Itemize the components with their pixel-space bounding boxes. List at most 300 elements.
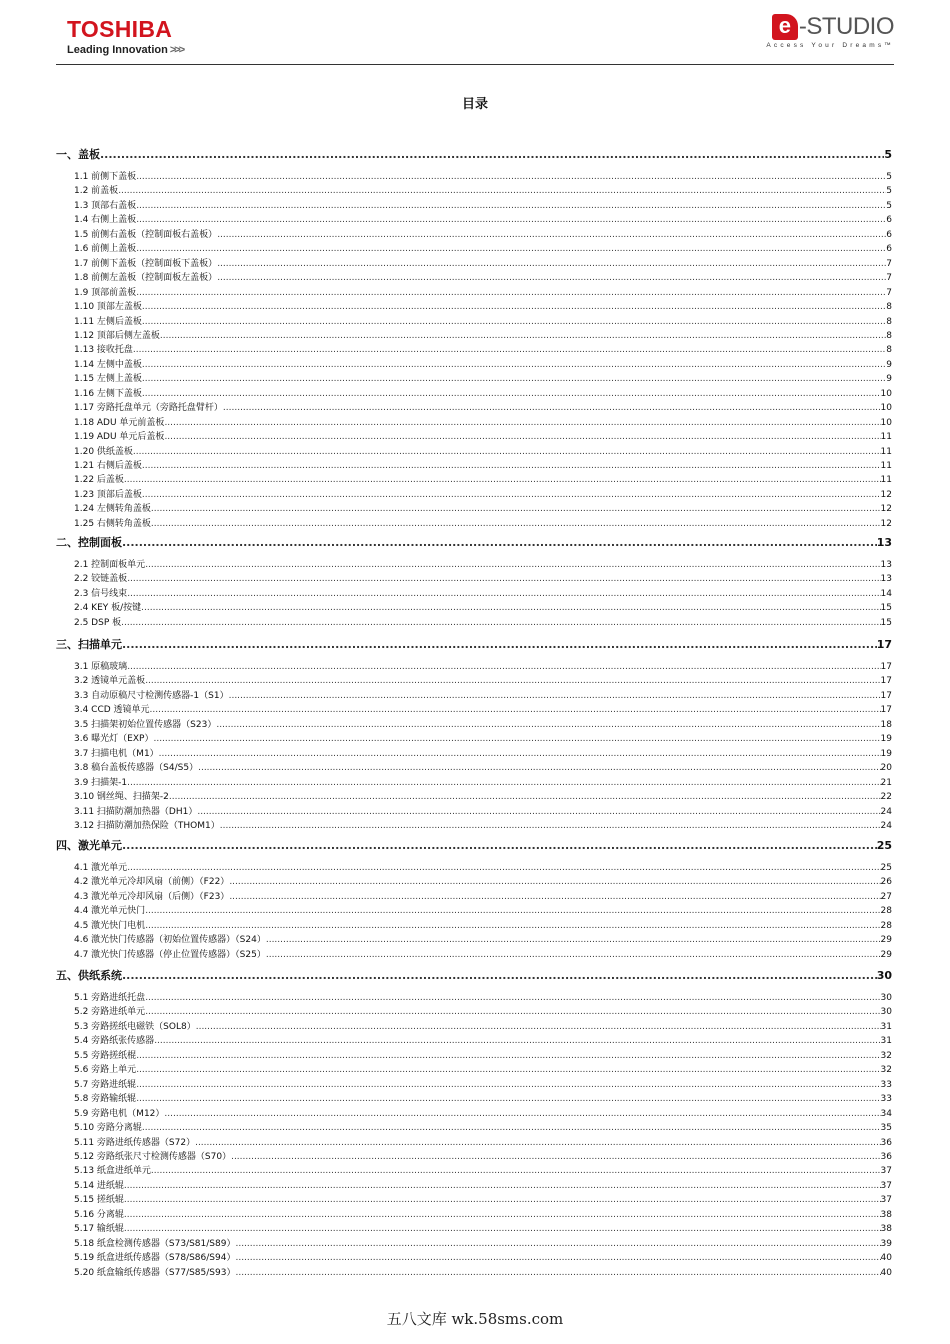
toc-item[interactable] — [56, 1048, 892, 1060]
toc-item-label: 4.7 激光快门传感器（停止位置传感器）（S25） — [74, 947, 266, 960]
toc-leader — [136, 1065, 880, 1075]
toc-leader — [136, 201, 886, 211]
toc-leader — [127, 863, 880, 873]
toc-leader — [197, 807, 880, 817]
toc-leader — [231, 1152, 880, 1162]
toc-item-label: 3.2 透镜单元盖板 — [74, 673, 145, 686]
toc-item-page: 32 — [880, 1065, 892, 1076]
toc-section-page: 13 — [876, 536, 892, 549]
toc-item-label: 4.1 激光单元 — [74, 860, 127, 873]
toc-item[interactable] — [56, 1120, 892, 1132]
toc-leader — [195, 1138, 880, 1148]
toc-item-page: 28 — [880, 906, 892, 917]
toc-item-label: 1.12 顶部后侧左盖板 — [74, 328, 160, 341]
toc-item-label: 1.24 左侧转角盖板 — [74, 501, 151, 514]
toc-item[interactable] — [56, 314, 892, 326]
toc-leader — [160, 331, 886, 341]
toc-item-label: 5.2 旁路进纸单元 — [74, 1004, 145, 1017]
toc-item-label: 5.5 旁路搓纸棍 — [74, 1048, 136, 1061]
toc-item-page: 26 — [880, 877, 892, 888]
toc-item-page: 33 — [880, 1079, 892, 1090]
toc-item-label: 3.11 扫描防潮加热器（DH1） — [74, 804, 197, 817]
toc-leader — [133, 447, 881, 457]
page-header — [56, 0, 894, 65]
toc-item[interactable] — [56, 760, 892, 772]
toc-item[interactable] — [56, 1062, 892, 1074]
toc-leader — [136, 1051, 880, 1061]
toc-item[interactable] — [56, 371, 892, 383]
toc-item[interactable] — [56, 860, 892, 872]
toc-item-label: 5.4 旁路纸张传感器 — [74, 1033, 154, 1046]
toc-item-page: 30 — [880, 1007, 892, 1018]
toc-item[interactable] — [56, 501, 892, 513]
toc-leader — [136, 244, 886, 254]
toc-item[interactable] — [56, 818, 892, 830]
toc-item-page: 8 — [886, 330, 892, 341]
toc-item-page: 9 — [886, 374, 892, 385]
toc-leader — [142, 360, 886, 370]
toc-item-label: 1.14 左侧中盖板 — [74, 357, 142, 370]
toc-item-label: 1.20 供纸盖板 — [74, 444, 133, 457]
toc-item-page: 25 — [880, 863, 892, 873]
brand-tagline — [67, 44, 183, 56]
toc-item-page: 17 — [880, 705, 892, 716]
toc-section-label: 三、扫描单元 — [56, 638, 122, 651]
toc-leader — [216, 720, 880, 730]
toc-leader — [136, 172, 886, 182]
toc-leader — [217, 259, 886, 269]
toc-item-page: 14 — [880, 588, 892, 599]
toc-leader — [122, 638, 877, 651]
toc-item[interactable] — [56, 1221, 892, 1233]
toc-item-page: 38 — [880, 1224, 892, 1235]
estudio-e-mark: e — [772, 14, 798, 40]
toc-item-page: 39 — [880, 1238, 892, 1249]
toc-item-label: 1.15 左侧上盖板 — [74, 371, 142, 384]
toc-item-label: 1.18 ADU 单元前盖板 — [74, 415, 164, 428]
toc-item[interactable] — [56, 357, 892, 369]
toc-leader — [220, 821, 881, 831]
toc-leader — [136, 1080, 880, 1090]
toc-leader — [266, 950, 881, 960]
toc-item[interactable] — [56, 688, 892, 700]
toc-item[interactable] — [56, 472, 892, 484]
toc-leader — [145, 921, 880, 931]
toc-item[interactable] — [56, 1135, 892, 1147]
toc-leader — [217, 230, 886, 240]
toc-item[interactable] — [56, 746, 892, 758]
toc-leader — [100, 148, 884, 161]
toc-leader — [127, 662, 880, 672]
toc-item-page: 35 — [880, 1123, 892, 1134]
toc-section-label: 一、盖板 — [56, 148, 100, 161]
toc-leader — [142, 374, 886, 384]
toc-leader — [145, 676, 880, 686]
toc-item[interactable] — [56, 874, 892, 886]
toc-item-page: 28 — [880, 920, 892, 931]
toc-section-label: 五、供纸系统 — [56, 969, 122, 982]
toc-item-label: 1.21 右侧后盖板 — [74, 458, 142, 471]
toc-item[interactable] — [56, 731, 892, 743]
toc-item[interactable] — [56, 516, 892, 528]
toc-leader — [159, 749, 881, 759]
toc-item-page: 24 — [880, 806, 892, 817]
toc-item-label: 1.10 顶部左盖板 — [74, 299, 142, 312]
toc-item[interactable] — [56, 241, 892, 253]
toc-item-label: 5.6 旁路上单元 — [74, 1062, 136, 1075]
toc-leader — [196, 1022, 881, 1032]
toc-item[interactable] — [56, 789, 892, 801]
toc-item[interactable] — [56, 1077, 892, 1089]
toc-item[interactable] — [56, 1004, 892, 1016]
toc-item-page: 7 — [886, 273, 892, 284]
toc-item-page: 10 — [880, 417, 892, 428]
toc-item-page: 31 — [880, 1021, 892, 1032]
toc-item-page: 17 — [880, 676, 892, 687]
toc-section-label: 四、激光单元 — [56, 839, 122, 852]
toc-item-label: 5.10 旁路分离辊 — [74, 1120, 142, 1133]
watermark-text: 五八文库 wk.58sms.com — [386, 1310, 564, 1328]
toc-item-label: 5.13 纸盒进纸单元 — [74, 1163, 151, 1176]
toc-item-page: 21 — [880, 777, 892, 788]
toc-item-page: 6 — [886, 215, 892, 226]
toc-item-page: 29 — [880, 949, 892, 960]
toc-leader — [235, 1268, 880, 1278]
toc-item-label: 3.4 CCD 透镜单元 — [74, 702, 150, 715]
toc-item[interactable] — [56, 183, 892, 195]
toc-section[interactable] — [56, 534, 892, 548]
toc-item-page: 10 — [880, 388, 892, 399]
toc-item-label: 1.17 旁路托盘单元（旁路托盘臂杆） — [74, 400, 223, 413]
toc-item[interactable] — [56, 342, 892, 354]
toc-section[interactable] — [56, 636, 892, 650]
estudio-logo — [766, 14, 894, 49]
toc-leader — [142, 302, 886, 312]
toc-item-label: 5.18 纸盒检测传感器（S73/S81/S89） — [74, 1236, 235, 1249]
toc-leader — [136, 215, 886, 225]
toc-leader — [136, 288, 886, 298]
toc-item-label: 1.11 左侧后盖板 — [74, 314, 142, 327]
toc-leader — [145, 560, 880, 570]
toc-item-label: 3.12 扫描防潮加热保险（THOM1） — [74, 818, 220, 831]
toc-item[interactable] — [56, 659, 892, 671]
toc-item-label: 5.19 纸盒进纸传感器（S78/S86/S94） — [74, 1250, 235, 1263]
toc-item[interactable] — [56, 487, 892, 499]
toc-leader — [223, 403, 881, 413]
toc-section[interactable] — [56, 146, 892, 160]
toc-item-label: 5.3 旁路搓纸电磁铁（SOL8） — [74, 1019, 196, 1032]
toc-leader — [124, 1181, 881, 1191]
toc-item-label: 1.3 顶部右盖板 — [74, 198, 136, 211]
toc-leader — [154, 1036, 880, 1046]
toc-item-page: 11 — [880, 475, 892, 486]
toc-item-label: 2.1 控制面板单元 — [74, 557, 145, 570]
toc-item[interactable] — [56, 299, 892, 311]
toc-item-page: 22 — [880, 792, 892, 803]
toc-item-label: 5.14 进纸辊 — [74, 1178, 124, 1191]
toc-leader — [150, 705, 881, 715]
toc-item[interactable] — [56, 990, 892, 1002]
toc-item[interactable] — [56, 1236, 892, 1248]
toc-item-page: 30 — [880, 993, 892, 1003]
toc-item-page: 7 — [886, 287, 892, 298]
toc-item[interactable] — [56, 673, 892, 685]
toc-item[interactable] — [56, 1106, 892, 1118]
toc-leader — [121, 618, 880, 628]
toc-item-label: 3.10 钢丝绳、扫描架-2 — [74, 789, 169, 802]
toc-item[interactable] — [56, 702, 892, 714]
toc-item-label: 5.8 旁路输纸辊 — [74, 1091, 136, 1104]
toc-item-page: 36 — [880, 1151, 892, 1162]
toc-item-label: 5.12 旁路纸张尺寸检测传感器（S70） — [74, 1149, 231, 1162]
toc-item-label: 5.1 旁路进纸托盘 — [74, 990, 145, 1003]
toc-item[interactable] — [56, 717, 892, 729]
toc-item-page: 20 — [880, 763, 892, 774]
toc-item-label: 1.19 ADU 单元后盖板 — [74, 429, 164, 442]
toc-item-page: 31 — [880, 1036, 892, 1047]
toc-item[interactable] — [56, 415, 892, 427]
toc-item-label: 5.9 旁路电机（M12） — [74, 1106, 164, 1119]
toc-leader — [235, 1253, 880, 1263]
toc-item-label: 1.2 前盖板 — [74, 183, 118, 196]
toc-item[interactable] — [56, 918, 892, 930]
toc-leader — [124, 1210, 881, 1220]
toc-leader — [153, 734, 880, 744]
toc-item-page: 27 — [880, 891, 892, 902]
toc-item-page: 13 — [880, 560, 892, 570]
toc-item-label: 3.9 扫描架-1 — [74, 775, 127, 788]
toc-item-page: 11 — [880, 446, 892, 457]
toc-item[interactable] — [56, 586, 892, 598]
toc-item-label: 5.16 分离辊 — [74, 1207, 124, 1220]
toc-leader — [229, 892, 880, 902]
estudio-wordmark: -STUDIO — [798, 13, 894, 40]
toc-item-label: 5.17 输纸辊 — [74, 1221, 124, 1234]
toc-leader — [124, 1195, 881, 1205]
toc-leader — [145, 906, 880, 916]
toc-item[interactable] — [56, 1192, 892, 1204]
toc-section-page: 5 — [884, 148, 892, 161]
toc-leader — [133, 345, 886, 355]
toc-item[interactable] — [56, 1163, 892, 1175]
toc-item[interactable] — [56, 458, 892, 470]
toc-leader — [142, 1123, 881, 1133]
toc-leader — [145, 1007, 880, 1017]
toc-item[interactable] — [56, 212, 892, 224]
toc-item-label: 1.6 前侧上盖板 — [74, 241, 136, 254]
toc-item[interactable] — [56, 804, 892, 816]
toc-item-label: 2.5 DSP 板 — [74, 615, 121, 628]
toc-section[interactable] — [56, 967, 892, 981]
toc-item-page: 10 — [880, 403, 892, 414]
page-footer — [0, 1308, 950, 1329]
toc-leader — [164, 1109, 880, 1119]
toc-leader — [198, 763, 880, 773]
toc-item[interactable] — [56, 1019, 892, 1031]
toc-item-page: 40 — [880, 1253, 892, 1264]
toc-item-page: 12 — [880, 504, 892, 515]
toc-item-page: 7 — [886, 258, 892, 269]
toc-item-label: 5.7 旁路进纸辊 — [74, 1077, 136, 1090]
toc-item-page: 29 — [880, 935, 892, 946]
toc-item-page: 37 — [880, 1166, 892, 1177]
toc-leader — [142, 490, 881, 500]
toc-item-page: 24 — [880, 820, 892, 831]
toc-section-label: 二、控制面板 — [56, 536, 122, 549]
toc-item[interactable] — [56, 1149, 892, 1161]
chevrons-icon: >>> — [169, 44, 184, 56]
toc-item[interactable] — [56, 169, 892, 181]
toc-item-page: 37 — [880, 1180, 892, 1191]
toc-item[interactable] — [56, 1250, 892, 1262]
toc-item-label: 1.1 前侧下盖板 — [74, 169, 136, 182]
toc-leader — [217, 273, 886, 283]
toc-item[interactable] — [56, 270, 892, 282]
toc-leader — [169, 792, 881, 802]
toc-item-label: 5.20 纸盒输纸传感器（S77/S85/S93） — [74, 1265, 235, 1278]
toc-item-label: 3.5 扫描架初始位置传感器（S23） — [74, 717, 216, 730]
toc-item-page: 11 — [880, 461, 892, 471]
toc-item-page: 33 — [880, 1094, 892, 1105]
toc-leader — [118, 186, 886, 196]
toc-leader — [124, 1224, 881, 1234]
toc-item-label: 3.8 稿台盖板传感器（S4/S5） — [74, 760, 198, 773]
toc-item-label: 1.7 前侧下盖板（控制面板下盖板） — [74, 256, 217, 269]
toc-item-page: 8 — [886, 302, 892, 313]
toc-item-page: 34 — [880, 1108, 892, 1119]
toc-item-page: 37 — [880, 1195, 892, 1206]
toc-leader — [141, 603, 880, 613]
toc-item[interactable] — [56, 571, 892, 583]
toc-leader — [127, 778, 880, 788]
toc-item-page: 15 — [880, 603, 892, 614]
toc-item-label: 1.16 左侧下盖板 — [74, 386, 142, 399]
toc-item-label: 2.4 KEY 板/按键 — [74, 600, 141, 613]
toc-leader — [136, 1094, 880, 1104]
toc-item[interactable] — [56, 932, 892, 944]
toc-item-page: 18 — [880, 719, 892, 730]
toc-item-label: 1.9 顶部前盖板 — [74, 285, 136, 298]
toc-item[interactable] — [56, 889, 892, 901]
toc-leader — [142, 317, 886, 327]
toc-item-page: 19 — [880, 734, 892, 745]
toc-leader — [145, 993, 880, 1003]
toc-leader — [122, 969, 877, 982]
toc-item-page: 8 — [886, 345, 892, 356]
toc-leader — [266, 935, 881, 945]
toc-leader — [229, 691, 881, 701]
toc-item-page: 17 — [880, 690, 892, 701]
toc-leader — [124, 475, 881, 485]
toc-leader — [122, 536, 877, 549]
toc-item-page: 12 — [880, 518, 892, 529]
toc-item[interactable] — [56, 285, 892, 297]
toc-leader — [142, 461, 881, 471]
toc-leader — [127, 589, 880, 599]
toc-item[interactable] — [56, 444, 892, 456]
toc-item-label: 4.5 激光快门电机 — [74, 918, 145, 931]
toc-item-page: 11 — [880, 432, 892, 443]
toc-item-page: 36 — [880, 1137, 892, 1148]
toc-item-label: 4.2 激光单元冷却风扇（前侧）（F22） — [74, 874, 229, 887]
toc-item[interactable] — [56, 198, 892, 210]
toc-item[interactable] — [56, 557, 892, 569]
toc-item[interactable] — [56, 775, 892, 787]
toc-leader — [151, 1166, 881, 1176]
toc-item-label: 4.4 激光单元快门 — [74, 903, 145, 916]
toc-item-label: 3.1 原稿玻璃 — [74, 659, 127, 672]
toc-item-label: 1.25 右侧转角盖板 — [74, 516, 151, 529]
toc-item[interactable] — [56, 600, 892, 612]
toc-leader — [122, 839, 877, 852]
toc-leader — [229, 877, 880, 887]
toc-item[interactable] — [56, 227, 892, 239]
toc-item-page: 13 — [880, 574, 892, 585]
toc-item[interactable] — [56, 615, 892, 627]
toc-item-label: 2.3 信号线束 — [74, 586, 127, 599]
toc-section-page: 25 — [876, 839, 892, 852]
toc-item[interactable] — [56, 1265, 892, 1277]
toc-item[interactable] — [56, 1207, 892, 1219]
toc-item-label: 3.7 扫描电机（M1） — [74, 746, 159, 759]
toc-leader — [164, 418, 880, 428]
toc-item-page: 5 — [886, 172, 892, 182]
toc-leader — [151, 519, 881, 529]
toc-item-label: 5.15 搓纸辊 — [74, 1192, 124, 1205]
toc-item[interactable] — [56, 1091, 892, 1103]
toc-item[interactable] — [56, 386, 892, 398]
toc-item-page: 17 — [880, 662, 892, 672]
toshiba-logo — [67, 18, 183, 56]
page-title: 目录 — [461, 97, 488, 112]
toc-section-page: 30 — [876, 969, 892, 982]
toc-item[interactable] — [56, 903, 892, 915]
toc-item-page: 5 — [886, 200, 892, 211]
toc-item[interactable] — [56, 1033, 892, 1045]
toc-item-page: 12 — [880, 489, 892, 500]
toc-leader — [142, 389, 881, 399]
toc-section[interactable] — [56, 837, 892, 851]
toc-item-page: 32 — [880, 1050, 892, 1061]
toc-item-page: 6 — [886, 244, 892, 255]
toc-item-label: 4.3 激光单元冷却风扇（后侧）（F23） — [74, 889, 229, 902]
toc-item[interactable] — [56, 328, 892, 340]
estudio-slogan: Access Your Dreams™ — [766, 42, 894, 49]
toc-item-label: 1.13 接收托盘 — [74, 342, 133, 355]
toc-item-label: 1.8 前侧左盖板（控制面板左盖板） — [74, 270, 217, 283]
toc-section-page: 17 — [876, 638, 892, 651]
toc-leader — [151, 504, 881, 514]
toc-item-label: 2.2 铰链盖板 — [74, 571, 127, 584]
brand-name: TOSHIBA — [67, 16, 173, 42]
toc-item-page: 6 — [886, 229, 892, 240]
toc-item[interactable] — [56, 256, 892, 268]
toc-item-label: 3.6 曝光灯（EXP） — [74, 731, 153, 744]
toc-item-page: 9 — [886, 359, 892, 370]
toc-item-label: 5.11 旁路进纸传感器（S72） — [74, 1135, 195, 1148]
toc-item[interactable] — [56, 400, 892, 412]
toc-item[interactable] — [56, 429, 892, 441]
toc-leader — [127, 574, 880, 584]
toc-item-label: 1.4 右侧上盖板 — [74, 212, 136, 225]
toc-item[interactable] — [56, 947, 892, 959]
toc-leader — [235, 1239, 880, 1249]
tagline-text: Leading Innovation — [67, 44, 168, 56]
toc-item-label: 1.5 前侧右盖板（控制面板右盖板） — [74, 227, 217, 240]
toc-leader — [164, 432, 880, 442]
toc-item-page: 40 — [880, 1267, 892, 1278]
toc-item[interactable] — [56, 1178, 892, 1190]
